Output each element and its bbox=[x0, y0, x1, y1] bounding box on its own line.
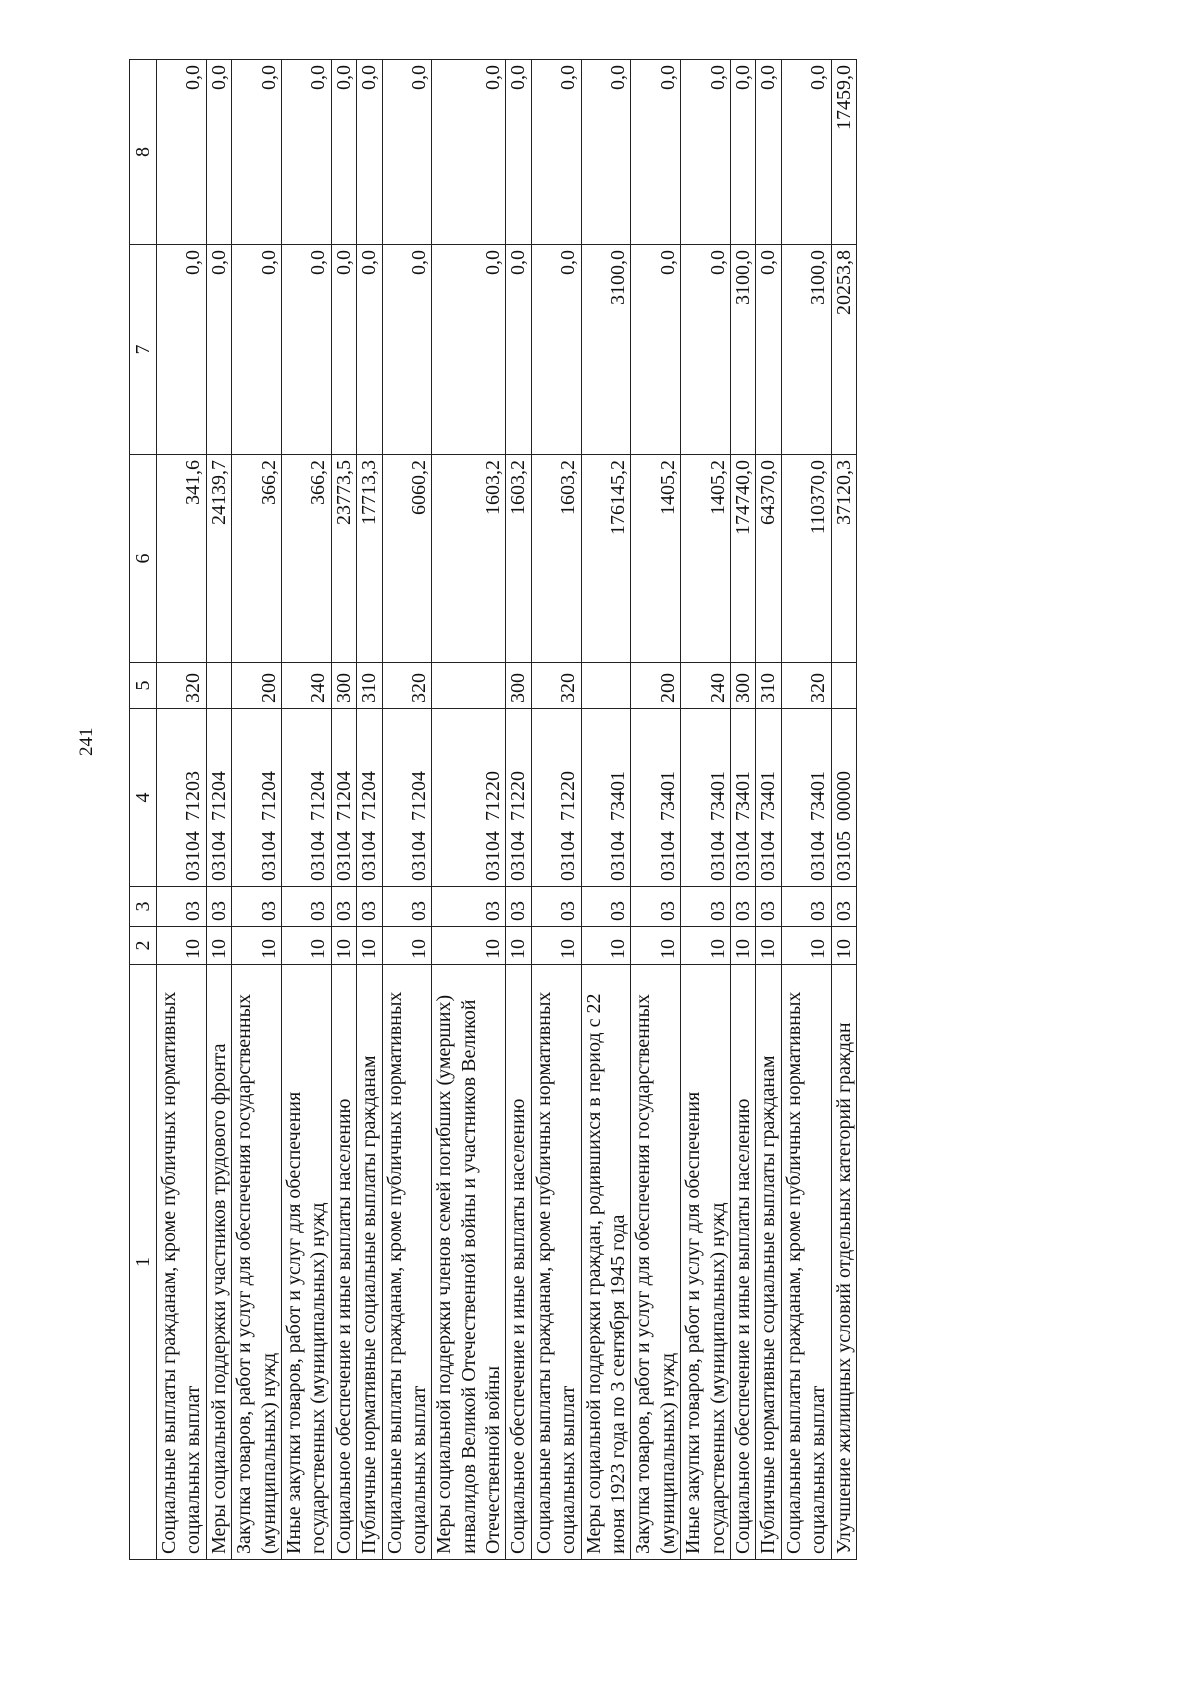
row-target-code bbox=[232, 709, 282, 887]
row-amount-col6: 1603,2 bbox=[531, 455, 581, 663]
row-amount-col7: 3100,0 bbox=[781, 245, 831, 455]
row-target-code-program: 03104 bbox=[358, 831, 381, 881]
row-expense-type-code: 310 bbox=[357, 663, 382, 709]
row-section-code: 10 bbox=[331, 927, 356, 965]
row-name: Меры социальной поддержки граждан, родившихся в период с 22 июня 1923 года по 3 сентября 1945 года bbox=[581, 965, 631, 1560]
row-amount-col7: 0,0 bbox=[506, 245, 531, 455]
row-expense-type-code bbox=[206, 663, 231, 709]
table-row bbox=[331, 60, 356, 1560]
row-name: Иные закупки товаров, работ и услуг для обеспечения государственных (муниципальных) нужд bbox=[681, 965, 731, 1560]
row-subsection-code: 03 bbox=[631, 887, 681, 927]
row-subsection-code: 03 bbox=[756, 887, 781, 927]
row-subsection-code: 03 bbox=[730, 887, 755, 927]
row-target-code-direction: 71204 bbox=[407, 771, 430, 821]
table-row bbox=[681, 60, 731, 1560]
row-amount-col6: 64370,0 bbox=[756, 455, 781, 663]
table-row bbox=[232, 60, 282, 1560]
row-name: Публичные нормативные социальные выплаты гражданам bbox=[357, 965, 382, 1560]
row-amount-col7: 3100,0 bbox=[730, 245, 755, 455]
row-amount-col8: 0,0 bbox=[157, 60, 207, 245]
row-amount-col7: 20253,8 bbox=[831, 245, 856, 455]
row-target-code-program: 03104 bbox=[182, 831, 205, 881]
header-col-2: 2 bbox=[130, 927, 157, 965]
row-target-code-direction: 73401 bbox=[731, 771, 754, 821]
rotated-table-container bbox=[129, 60, 969, 1560]
row-amount-col8: 0,0 bbox=[281, 60, 331, 245]
row-expense-type-code: 240 bbox=[681, 663, 731, 709]
row-name: Иные закупки товаров, работ и услуг для обеспечения государственных (муниципальных) нужд bbox=[281, 965, 331, 1560]
row-amount-col6: 176145,2 bbox=[581, 455, 631, 663]
row-amount-col7: 0,0 bbox=[756, 245, 781, 455]
table-row bbox=[831, 60, 856, 1560]
row-amount-col7: 0,0 bbox=[357, 245, 382, 455]
row-amount-col7: 0,0 bbox=[631, 245, 681, 455]
page-number: 241 bbox=[76, 727, 97, 756]
row-target-code-program: 03104 bbox=[332, 831, 355, 881]
row-subsection-code: 03 bbox=[781, 887, 831, 927]
row-expense-type-code: 310 bbox=[756, 663, 781, 709]
row-subsection-code: 03 bbox=[157, 887, 207, 927]
header-col-6: 6 bbox=[130, 455, 157, 663]
row-expense-type-code bbox=[831, 663, 856, 709]
row-name: Закупка товаров, работ и услуг для обеспечения государственных (муниципальных) нужд bbox=[232, 965, 282, 1560]
row-target-code-program: 03104 bbox=[307, 831, 330, 881]
row-section-code: 10 bbox=[506, 927, 531, 965]
row-target-code-program: 03104 bbox=[731, 831, 754, 881]
row-section-code: 10 bbox=[730, 927, 755, 965]
row-subsection-code: 03 bbox=[382, 887, 432, 927]
row-amount-col8: 0,0 bbox=[681, 60, 731, 245]
table-row bbox=[382, 60, 432, 1560]
table-header-row bbox=[130, 60, 157, 1560]
header-col-4: 4 bbox=[130, 709, 157, 887]
row-section-code: 10 bbox=[631, 927, 681, 965]
row-target-code-program: 03104 bbox=[607, 831, 630, 881]
row-amount-col6: 23773,5 bbox=[331, 455, 356, 663]
row-subsection-code: 03 bbox=[506, 887, 531, 927]
row-amount-col8: 0,0 bbox=[206, 60, 231, 245]
row-target-code bbox=[331, 709, 356, 887]
header-col-7: 7 bbox=[130, 245, 157, 455]
row-target-code bbox=[281, 709, 331, 887]
table-row bbox=[631, 60, 681, 1560]
row-amount-col6: 24139,7 bbox=[206, 455, 231, 663]
row-target-code bbox=[831, 709, 856, 887]
row-amount-col7: 0,0 bbox=[206, 245, 231, 455]
row-target-code bbox=[681, 709, 731, 887]
row-expense-type-code: 300 bbox=[331, 663, 356, 709]
row-target-code bbox=[382, 709, 432, 887]
row-amount-col8: 0,0 bbox=[382, 60, 432, 245]
table-row bbox=[157, 60, 207, 1560]
row-subsection-code: 03 bbox=[432, 887, 506, 927]
row-amount-col6: 6060,2 bbox=[382, 455, 432, 663]
row-amount-col7: 0,0 bbox=[432, 245, 506, 455]
header-col-8: 8 bbox=[130, 60, 157, 245]
row-target-code bbox=[432, 709, 506, 887]
row-section-code: 10 bbox=[432, 927, 506, 965]
row-target-code bbox=[531, 709, 581, 887]
table-body bbox=[157, 60, 857, 1560]
row-name: Социальное обеспечение и иные выплаты населению bbox=[331, 965, 356, 1560]
row-target-code-direction: 71220 bbox=[482, 771, 505, 821]
row-amount-col8: 0,0 bbox=[531, 60, 581, 245]
row-amount-col8: 0,0 bbox=[730, 60, 755, 245]
row-section-code: 10 bbox=[232, 927, 282, 965]
row-amount-col6: 174740,0 bbox=[730, 455, 755, 663]
row-amount-col7: 0,0 bbox=[681, 245, 731, 455]
row-name: Социальное обеспечение и иные выплаты населению bbox=[506, 965, 531, 1560]
row-target-code-direction: 71203 bbox=[182, 771, 205, 821]
row-target-code-program: 03104 bbox=[482, 831, 505, 881]
row-section-code: 10 bbox=[531, 927, 581, 965]
row-target-code bbox=[581, 709, 631, 887]
row-subsection-code: 03 bbox=[681, 887, 731, 927]
table-row bbox=[432, 60, 506, 1560]
row-amount-col6: 366,2 bbox=[232, 455, 282, 663]
row-name: Закупка товаров, работ и услуг для обеспечения государственных (муниципальных) нужд bbox=[631, 965, 681, 1560]
row-amount-col7: 0,0 bbox=[531, 245, 581, 455]
row-name: Социальные выплаты гражданам, кроме публичных нормативных социальных выплат bbox=[382, 965, 432, 1560]
row-name: Социальные выплаты гражданам, кроме публичных нормативных социальных выплат bbox=[531, 965, 581, 1560]
row-expense-type-code: 320 bbox=[531, 663, 581, 709]
row-section-code: 10 bbox=[382, 927, 432, 965]
row-amount-col6: 1603,2 bbox=[432, 455, 506, 663]
row-target-code bbox=[157, 709, 207, 887]
row-target-code bbox=[631, 709, 681, 887]
row-subsection-code: 03 bbox=[281, 887, 331, 927]
row-amount-col8: 0,0 bbox=[357, 60, 382, 245]
row-target-code-program: 03104 bbox=[407, 831, 430, 881]
row-amount-col8: 0,0 bbox=[581, 60, 631, 245]
row-target-code-program: 03104 bbox=[257, 831, 280, 881]
row-target-code-direction: 71204 bbox=[307, 771, 330, 821]
row-expense-type-code bbox=[432, 663, 506, 709]
row-target-code-direction: 71220 bbox=[507, 771, 530, 821]
row-amount-col8: 17459,0 bbox=[831, 60, 856, 245]
row-target-code-program: 03104 bbox=[207, 831, 230, 881]
header-col-5: 5 bbox=[130, 663, 157, 709]
table-row bbox=[357, 60, 382, 1560]
row-amount-col6: 1405,2 bbox=[681, 455, 731, 663]
row-target-code bbox=[357, 709, 382, 887]
row-section-code: 10 bbox=[281, 927, 331, 965]
row-amount-col8: 0,0 bbox=[631, 60, 681, 245]
row-amount-col6: 1405,2 bbox=[631, 455, 681, 663]
row-target-code-direction: 71204 bbox=[257, 771, 280, 821]
row-target-code-direction: 73401 bbox=[607, 771, 630, 821]
row-subsection-code: 03 bbox=[206, 887, 231, 927]
row-name: Меры социальной поддержки членов семей погибших (умерших) инвалидов Великой Отечественной войны и участников Великой Отечественной войны bbox=[432, 965, 506, 1560]
row-target-code-direction: 73401 bbox=[706, 771, 729, 821]
row-amount-col8: 0,0 bbox=[432, 60, 506, 245]
row-target-code bbox=[206, 709, 231, 887]
row-expense-type-code: 320 bbox=[781, 663, 831, 709]
header-col-1: 1 bbox=[130, 965, 157, 1560]
row-section-code: 10 bbox=[357, 927, 382, 965]
row-target-code-program: 03104 bbox=[557, 831, 580, 881]
row-target-code-direction: 71204 bbox=[207, 771, 230, 821]
row-target-code-program: 03104 bbox=[706, 831, 729, 881]
table-row bbox=[756, 60, 781, 1560]
row-amount-col6: 341,6 bbox=[157, 455, 207, 663]
row-section-code: 10 bbox=[756, 927, 781, 965]
row-subsection-code: 03 bbox=[232, 887, 282, 927]
row-amount-col6: 110370,0 bbox=[781, 455, 831, 663]
row-amount-col8: 0,0 bbox=[781, 60, 831, 245]
row-amount-col7: 0,0 bbox=[382, 245, 432, 455]
row-target-code-program: 03104 bbox=[807, 831, 830, 881]
row-expense-type-code: 300 bbox=[730, 663, 755, 709]
row-amount-col7: 0,0 bbox=[331, 245, 356, 455]
row-subsection-code: 03 bbox=[331, 887, 356, 927]
row-amount-col7: 3100,0 bbox=[581, 245, 631, 455]
row-amount-col7: 0,0 bbox=[157, 245, 207, 455]
row-amount-col6: 37120,3 bbox=[831, 455, 856, 663]
row-target-code-direction: 73401 bbox=[656, 771, 679, 821]
row-name: Социальное обеспечение и иные выплаты населению bbox=[730, 965, 755, 1560]
table-row bbox=[581, 60, 631, 1560]
row-target-code-program: 03104 bbox=[656, 831, 679, 881]
row-name: Социальные выплаты гражданам, кроме публичных нормативных социальных выплат bbox=[781, 965, 831, 1560]
row-amount-col6: 1603,2 bbox=[506, 455, 531, 663]
row-subsection-code: 03 bbox=[357, 887, 382, 927]
row-target-code bbox=[730, 709, 755, 887]
row-target-code-program: 03104 bbox=[507, 831, 530, 881]
table-row bbox=[206, 60, 231, 1560]
row-amount-col8: 0,0 bbox=[756, 60, 781, 245]
row-name: Социальные выплаты гражданам, кроме публичных нормативных социальных выплат bbox=[157, 965, 207, 1560]
row-target-code-program: 03104 bbox=[757, 831, 780, 881]
row-target-code-direction: 73401 bbox=[757, 771, 780, 821]
table-row bbox=[781, 60, 831, 1560]
row-expense-type-code: 240 bbox=[281, 663, 331, 709]
table-row bbox=[281, 60, 331, 1560]
row-expense-type-code: 320 bbox=[382, 663, 432, 709]
table-row bbox=[531, 60, 581, 1560]
table-row bbox=[506, 60, 531, 1560]
table-row bbox=[730, 60, 755, 1560]
row-subsection-code: 03 bbox=[831, 887, 856, 927]
row-section-code: 10 bbox=[581, 927, 631, 965]
row-amount-col7: 0,0 bbox=[232, 245, 282, 455]
row-name: Публичные нормативные социальные выплаты гражданам bbox=[756, 965, 781, 1560]
row-amount-col7: 0,0 bbox=[281, 245, 331, 455]
row-name: Улучшение жилищных условий отдельных категорий граждан bbox=[831, 965, 856, 1560]
row-amount-col8: 0,0 bbox=[506, 60, 531, 245]
row-section-code: 10 bbox=[206, 927, 231, 965]
row-target-code bbox=[781, 709, 831, 887]
row-expense-type-code: 200 bbox=[232, 663, 282, 709]
row-amount-col6: 17713,3 bbox=[357, 455, 382, 663]
row-expense-type-code bbox=[581, 663, 631, 709]
row-section-code: 10 bbox=[681, 927, 731, 965]
row-section-code: 10 bbox=[781, 927, 831, 965]
row-name: Меры социальной поддержки участников трудового фронта bbox=[206, 965, 231, 1560]
row-target-code-program: 03105 bbox=[832, 831, 855, 881]
header-col-3: 3 bbox=[130, 887, 157, 927]
row-subsection-code: 03 bbox=[531, 887, 581, 927]
row-amount-col8: 0,0 bbox=[232, 60, 282, 245]
row-amount-col6: 366,2 bbox=[281, 455, 331, 663]
row-amount-col8: 0,0 bbox=[331, 60, 356, 245]
row-target-code bbox=[506, 709, 531, 887]
row-section-code: 10 bbox=[831, 927, 856, 965]
row-expense-type-code: 320 bbox=[157, 663, 207, 709]
row-target-code-direction: 71204 bbox=[332, 771, 355, 821]
row-target-code-direction: 71220 bbox=[557, 771, 580, 821]
row-section-code: 10 bbox=[157, 927, 207, 965]
row-expense-type-code: 200 bbox=[631, 663, 681, 709]
row-subsection-code: 03 bbox=[581, 887, 631, 927]
row-target-code bbox=[756, 709, 781, 887]
row-target-code-direction: 73401 bbox=[807, 771, 830, 821]
row-target-code-direction: 00000 bbox=[832, 771, 855, 821]
budget-table bbox=[129, 59, 857, 1560]
row-expense-type-code: 300 bbox=[506, 663, 531, 709]
row-target-code-direction: 71204 bbox=[358, 771, 381, 821]
